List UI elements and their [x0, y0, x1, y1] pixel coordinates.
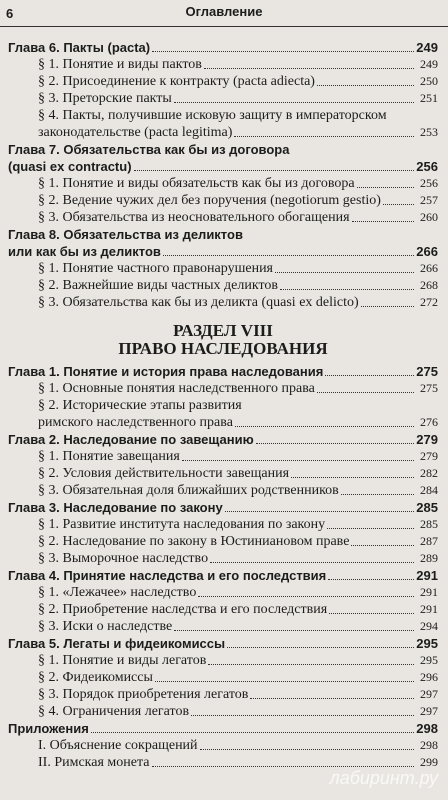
entry-page-number: 249 [420, 57, 438, 71]
entry-title: Глава 3. Наследование по закону [8, 500, 223, 515]
dot-leader [275, 272, 414, 273]
page-number: 6 [6, 6, 14, 21]
entry-page-number: 260 [420, 210, 438, 224]
entry-page-number: 272 [420, 295, 438, 309]
section-entry [8, 619, 438, 634]
section-entry [8, 466, 438, 481]
dot-leader [351, 545, 414, 546]
section-entry [8, 193, 438, 208]
entry-page-number: 279 [420, 449, 438, 463]
watermark-logo: лабиринт.ру [329, 768, 438, 788]
entry-title: § 1. «Лежачее» наследство [38, 585, 197, 600]
dot-leader [200, 749, 414, 750]
chapter-entry [8, 432, 438, 447]
section-entry [8, 585, 438, 600]
entry-title: I. Объяснение сокращений [38, 738, 198, 753]
chapter-entry [8, 364, 438, 379]
entry-title: § 1. Основные понятия наследственного права [38, 381, 315, 396]
entry-title: римского наследственного права [38, 415, 233, 430]
section-entry [8, 415, 438, 430]
entry-page-number: 291 [420, 585, 438, 599]
toc-bottom-list [8, 364, 438, 770]
section-entry [8, 176, 438, 191]
chapter-entry-line1: Глава 7. Обязательства как бы из договора [8, 142, 290, 157]
dot-leader [235, 426, 414, 427]
entry-page-number: 291 [416, 568, 438, 583]
section-entry [8, 653, 438, 668]
entry-title: § 3. Порядок приобретения легатов [38, 687, 249, 702]
entry-title: Глава 2. Наследование по завещанию [8, 432, 254, 447]
section-entry [8, 91, 438, 106]
entry-title: Приложения [8, 721, 89, 736]
entry-title: § 3. Иски о наследстве [38, 619, 173, 634]
dot-leader [91, 732, 414, 733]
section-entry [8, 57, 438, 72]
entry-title: § 3. Обязательства как бы из деликта (quasi ex delicto) [38, 295, 359, 310]
table-of-contents [8, 38, 438, 772]
entry-page-number: 289 [420, 551, 438, 565]
entry-title: Глава 6. Пакты (pacta) [8, 40, 151, 55]
dot-leader [256, 443, 414, 444]
entry-title: § 1. Развитие института наследования по закону [38, 517, 326, 532]
section-entry-line1: § 4. Пакты, получившие исковую защиту в императорском [38, 108, 387, 123]
entry-page-number: 257 [420, 193, 438, 207]
entry-page-number: 250 [420, 74, 438, 88]
part-heading-line1: РАЗДЕЛ VIII [173, 321, 273, 340]
entry-page-number: 266 [416, 244, 438, 259]
section-entry [8, 210, 438, 225]
chapter-entry [8, 568, 438, 583]
section-entry [8, 381, 438, 396]
dot-leader [208, 664, 414, 665]
entry-page-number: 251 [420, 91, 438, 105]
entry-page-number: 256 [420, 176, 438, 190]
entry-title: § 3. Преторские пакты [38, 91, 172, 106]
section-entry [8, 602, 438, 617]
section-entry [8, 261, 438, 276]
entry-page-number: 285 [416, 500, 438, 515]
section-entry [8, 125, 438, 140]
dot-leader [280, 289, 414, 290]
dot-leader [191, 715, 414, 716]
section-entry [8, 74, 438, 89]
entry-page-number: 282 [420, 466, 438, 480]
entry-page-number: 287 [420, 534, 438, 548]
dot-leader [325, 375, 414, 376]
section-entry [8, 517, 438, 532]
entry-title: Глава 1. Понятие и история права наследования [8, 364, 324, 379]
entry-title: § 1. Понятие завещания [38, 449, 180, 464]
chapter-entry [8, 636, 438, 651]
entry-title: § 2. Приобретение наследства и его последствия [38, 602, 328, 617]
dot-leader [327, 528, 414, 529]
entry-title: II. Римская монета [38, 755, 150, 770]
entry-page-number: 299 [420, 755, 438, 769]
entry-page-number: 294 [420, 619, 438, 633]
entry-title: § 2. Важнейшие виды частных деликтов [38, 278, 279, 293]
chapter-entry [8, 721, 438, 736]
entry-page-number: 276 [420, 415, 438, 429]
dot-leader [352, 221, 414, 222]
entry-page-number: 297 [420, 687, 438, 701]
dot-leader [225, 511, 414, 512]
entry-title: или как бы из деликтов [8, 244, 161, 259]
section-entry [8, 534, 438, 549]
section-entry [8, 449, 438, 464]
dot-leader [204, 68, 414, 69]
entry-title: § 3. Обязательства из неосновательного обогащения [38, 210, 350, 225]
section-entry [8, 295, 438, 310]
entry-page-number: 266 [420, 261, 438, 275]
entry-title: § 2. Наследование по закону в Юстиниановом праве [38, 534, 350, 549]
entry-page-number: 295 [416, 636, 438, 651]
dot-leader [152, 766, 415, 767]
entry-title: § 1. Понятие частного правонарушения [38, 261, 273, 276]
dot-leader [328, 579, 414, 580]
section-entry [8, 687, 438, 702]
section-entry [8, 483, 438, 498]
section-entry [8, 704, 438, 719]
chapter-entry [8, 159, 438, 174]
dot-leader [227, 647, 414, 648]
entry-title: § 2. Присоединение к контракту (pacta adiecta) [38, 74, 315, 89]
entry-page-number: 298 [416, 721, 438, 736]
entry-title: § 3. Обязательная доля ближайших родственников [38, 483, 339, 498]
entry-page-number: 291 [420, 602, 438, 616]
dot-leader [198, 596, 414, 597]
part-heading-line2: ПРАВО НАСЛЕДОВАНИЯ [118, 339, 328, 358]
entry-title: § 2. Условия действительности завещания [38, 466, 290, 481]
dot-leader [234, 136, 414, 137]
entry-page-number: 256 [416, 159, 438, 174]
section-entry-line1: § 2. Исторические этапы развития [38, 398, 242, 413]
dot-leader [357, 187, 414, 188]
dot-leader [174, 102, 414, 103]
dot-leader [361, 306, 414, 307]
entry-title: § 3. Выморочное наследство [38, 551, 209, 566]
entry-title: законодательстве (pacta legitima) [38, 125, 233, 140]
entry-title: § 2. Ведение чужих дел без поручения (negotiorum gestio) [38, 193, 381, 208]
dot-leader [291, 477, 414, 478]
chapter-entry [8, 40, 438, 55]
entry-page-number: 296 [420, 670, 438, 684]
entry-page-number: 297 [420, 704, 438, 718]
page-header [0, 0, 448, 27]
dot-leader [317, 85, 414, 86]
dot-leader [329, 613, 414, 614]
section-entry [8, 551, 438, 566]
entry-title: (quasi ex contractu) [8, 159, 132, 174]
entry-page-number: 253 [420, 125, 438, 139]
entry-title: § 1. Понятие и виды пактов [38, 57, 202, 72]
section-entry [8, 738, 438, 753]
entry-page-number: 268 [420, 278, 438, 292]
page-title: Оглавление [185, 4, 263, 19]
entry-page-number: 275 [416, 364, 438, 379]
chapter-entry-line1: Глава 8. Обязательства из деликтов [8, 227, 243, 242]
section-entry [8, 670, 438, 685]
entry-page-number: 285 [420, 517, 438, 531]
chapter-entry [8, 500, 438, 515]
dot-leader [341, 494, 414, 495]
entry-title: § 1. Понятие и виды легатов [38, 653, 207, 668]
chapter-entry [8, 244, 438, 259]
dot-leader [250, 698, 414, 699]
dot-leader [155, 681, 414, 682]
entry-title: Глава 4. Принятие наследства и его последствия [8, 568, 327, 583]
dot-leader [134, 170, 414, 171]
dot-leader [152, 51, 414, 52]
dot-leader [174, 630, 414, 631]
toc-top-list [8, 40, 438, 310]
entry-page-number: 298 [420, 738, 438, 752]
entry-title: § 1. Понятие и виды обязательств как бы из договора [38, 176, 355, 191]
dot-leader [182, 460, 414, 461]
entry-page-number: 284 [420, 483, 438, 497]
dot-leader [163, 255, 414, 256]
entry-title: § 4. Ограничения легатов [38, 704, 190, 719]
entry-page-number: 249 [416, 40, 438, 55]
entry-page-number: 275 [420, 381, 438, 395]
entry-page-number: 295 [420, 653, 438, 667]
entry-title: § 2. Фидеикомиссы [38, 670, 153, 685]
entry-page-number: 279 [416, 432, 438, 447]
section-entry [8, 278, 438, 293]
entry-title: Глава 5. Легаты и фидеикомиссы [8, 636, 226, 651]
dot-leader [210, 562, 414, 563]
dot-leader [383, 204, 414, 205]
dot-leader [317, 392, 414, 393]
